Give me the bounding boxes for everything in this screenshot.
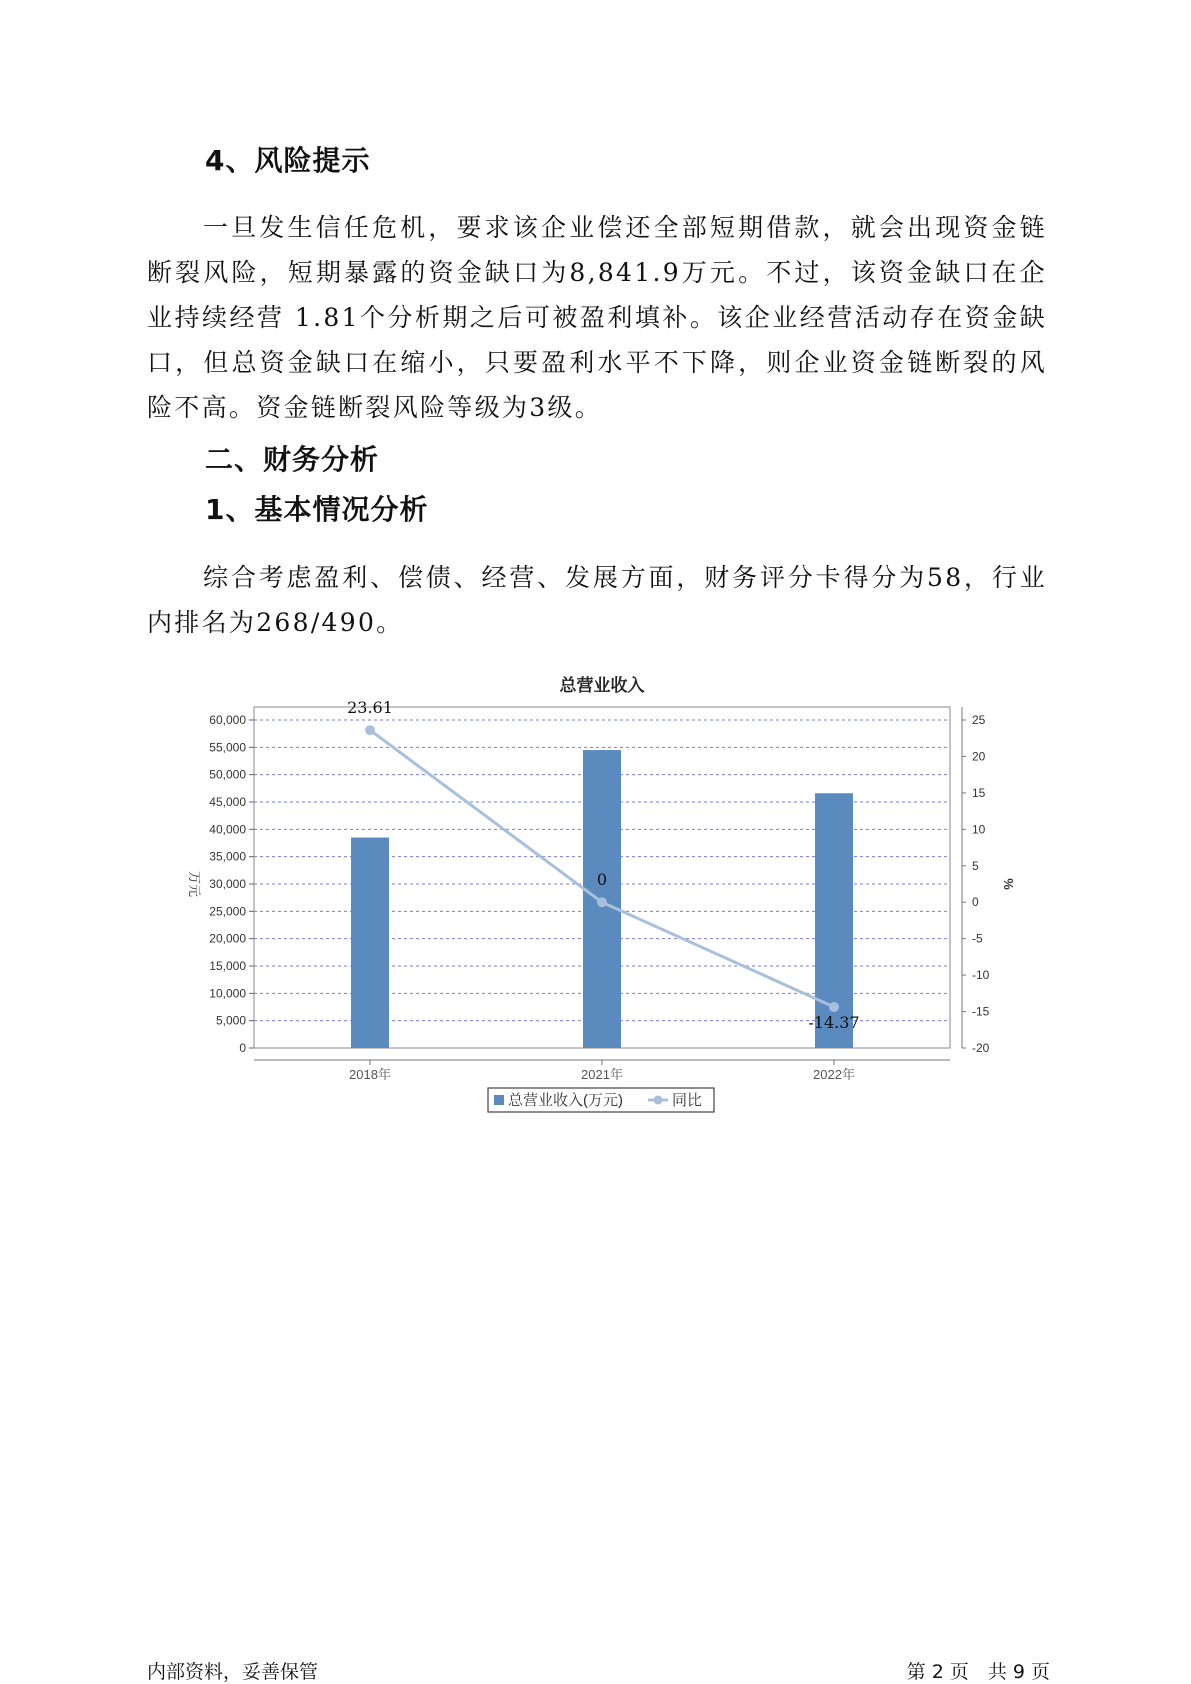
- y-tick-label: 45,000: [209, 795, 246, 809]
- yoy-point: [829, 1002, 839, 1012]
- y-tick-label: 25,000: [209, 904, 246, 919]
- chart-title: 总营业收入: [559, 676, 645, 695]
- y-tick-label: 55,000: [209, 740, 246, 755]
- yoy-data-label: -14.37: [808, 1012, 860, 1032]
- y2-tick-label: 0: [972, 895, 979, 910]
- y2-tick-label: 10: [972, 822, 986, 837]
- footer-confidential-note: 内部资料，妥善保管: [147, 1661, 319, 1683]
- y2-tick-label: -5: [972, 931, 983, 946]
- y-tick-label: 15,000: [209, 959, 246, 973]
- y-tick-label: 35,000: [209, 849, 246, 864]
- y2-axis-label: %: [1001, 878, 1016, 890]
- y-tick-label: 10,000: [209, 986, 246, 1001]
- legend-bar-swatch: [494, 1095, 504, 1105]
- subheading-basic-analysis: 1、基本情况分析: [205, 493, 429, 526]
- y-tick-label: 20,000: [209, 931, 246, 946]
- y-tick-label: 40,000: [209, 822, 246, 837]
- x-tick-label: 2022年: [813, 1067, 855, 1082]
- x-tick-label: 2021年: [581, 1067, 623, 1082]
- y-tick-label: 60,000: [209, 713, 246, 727]
- legend-bar-label: 总营业收入(万元): [508, 1092, 623, 1109]
- finance-paragraph: 综合考虑盈利、偿债、经营、发展方面，财务评分卡得分为58，行业内排名为268/490。: [147, 563, 1047, 637]
- yoy-point: [597, 897, 607, 907]
- legend-line-marker: [654, 1096, 663, 1105]
- section-heading-finance: 二、财务分析: [205, 443, 380, 476]
- y2-tick-label: 20: [972, 749, 986, 764]
- yoy-point: [365, 725, 375, 735]
- revenue-chart: [170, 668, 1030, 1118]
- y-axis-label: 万元: [187, 870, 202, 898]
- risk-paragraph: 一旦发生信任危机，要求该企业偿还全部短期借款，就会出现资金链断裂风险，短期暴露的资金缺口为8,841.9万元。不过，该资金缺口在企业持续经营 1.81个分析期之后可被盈利填补。该企业经营活动存在资金缺口，但总资金缺口在缩小，只要盈利水平不下降，则企业资金链断裂的风险不高。资金链断裂风险等级为3级。: [147, 213, 1047, 422]
- y-tick-label: 30,000: [209, 877, 246, 891]
- legend-line-label: 同比: [672, 1092, 703, 1109]
- y-tick-label: 5,000: [215, 1013, 246, 1028]
- yoy-data-label: 0: [596, 870, 608, 890]
- y2-tick-label: 15: [972, 785, 986, 800]
- revenue-bar: [351, 838, 389, 1048]
- x-tick-label: 2018年: [349, 1067, 391, 1082]
- y-tick-label: 0: [239, 1041, 246, 1055]
- y2-tick-label: -20: [972, 1041, 990, 1055]
- footer-page-number: 第 2 页 共 9 页: [906, 1661, 1050, 1683]
- y2-tick-label: -15: [972, 1004, 990, 1019]
- section-heading-risk: 4、风险提示: [205, 144, 371, 177]
- y2-tick-label: -10: [972, 968, 990, 983]
- y-tick-label: 50,000: [209, 767, 246, 782]
- yoy-data-label: 23.61: [347, 698, 393, 718]
- y2-tick-label: 5: [972, 858, 979, 873]
- y2-tick-label: 25: [972, 713, 986, 727]
